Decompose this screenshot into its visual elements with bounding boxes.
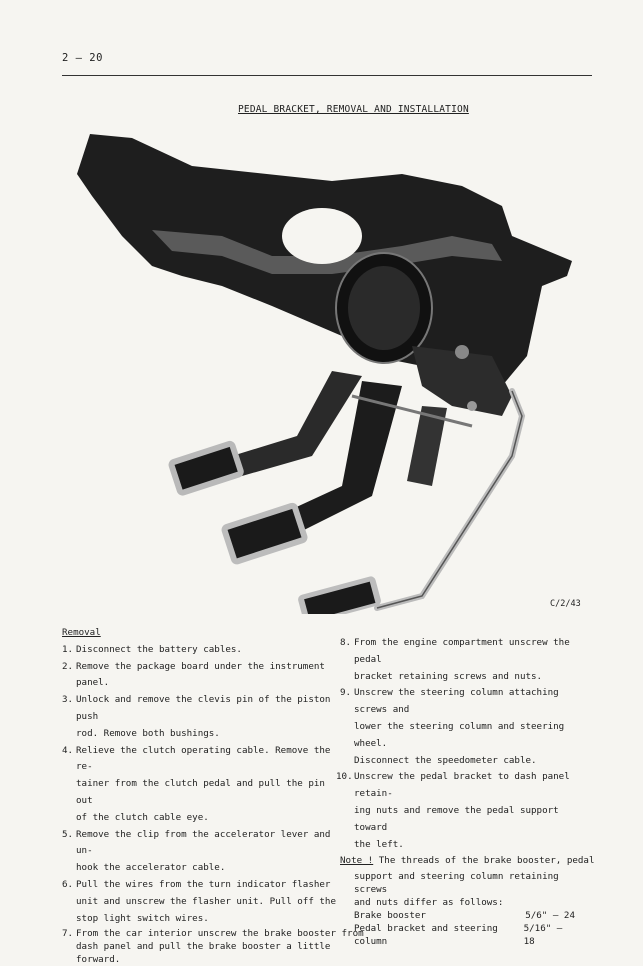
note: Note ! The threads of the brake booster, pedal	[340, 855, 595, 867]
step-3: 3. Unlock and remove the clevis pin of the piston push rod. Remove both bushings.	[62, 694, 331, 739]
spec-brake-booster: Brake booster 5/6" – 24	[354, 910, 575, 922]
step-6: 6. Pull the wires from the turn indicator flasher unit and unscrew the flasher unit. Pull off the stop light switch wires.	[62, 878, 336, 924]
step-7: 7. From the car interior unscrew the brake booster from dash panel and pull the brake booster a little forward.	[62, 928, 364, 966]
step-1: 1. Disconnect the battery cables.	[62, 643, 242, 655]
figure-code: C/2/43	[550, 599, 581, 609]
step-2: 2. Remove the package board under the instrument panel.	[62, 660, 325, 689]
pedal-bracket-photo	[72, 126, 572, 614]
step-10: 10. Unscrew the pedal bracket to dash panel retain- ing nuts and remove the pedal support toward the left.	[336, 771, 570, 850]
step-5: 5. Remove the clip from the accelerator lever and un- hook the accelerator cable.	[62, 828, 331, 874]
step-8: 8. From the engine compartment unscrew the pedal bracket retaining screws and nuts.	[340, 637, 570, 682]
step-4: 4. Relieve the clutch operating cable. Remove the re- tainer from the clutch pedal and pull the pin out of the clutch cable eye.	[62, 744, 331, 823]
page-title: PEDAL BRACKET, REMOVAL AND INSTALLATION	[238, 104, 469, 115]
removal-steps-right: 8. From the engine compartment unscrew the pedal bracket retaining screws and nuts. 9. Unscrew the steering column attaching screws and lower the steering column and steering wheel. Disconnect the speedometer cable. 10. Unscrew the pedal bracket to dash panel retain- ing nuts and remove the pedal support toward the left. Note ! The threads of the brake booster, pedal support and steering column retaining screws and nuts differ as follows: Brake booster 5/6" – 24 Pedal bracket and steering column 5/16" – 18	[336, 637, 595, 948]
header-rule	[62, 75, 592, 76]
page-number: 2 – 20	[62, 52, 103, 64]
note-label: Note !	[340, 855, 374, 867]
spec-pedal-bracket: Pedal bracket and steering column 5/16" – 18	[354, 923, 563, 948]
removal-heading: Removal	[62, 627, 101, 638]
step-9: 9. Unscrew the steering column attaching screws and lower the steering column and steering wheel. Disconnect the speedometer cable.	[340, 687, 565, 766]
